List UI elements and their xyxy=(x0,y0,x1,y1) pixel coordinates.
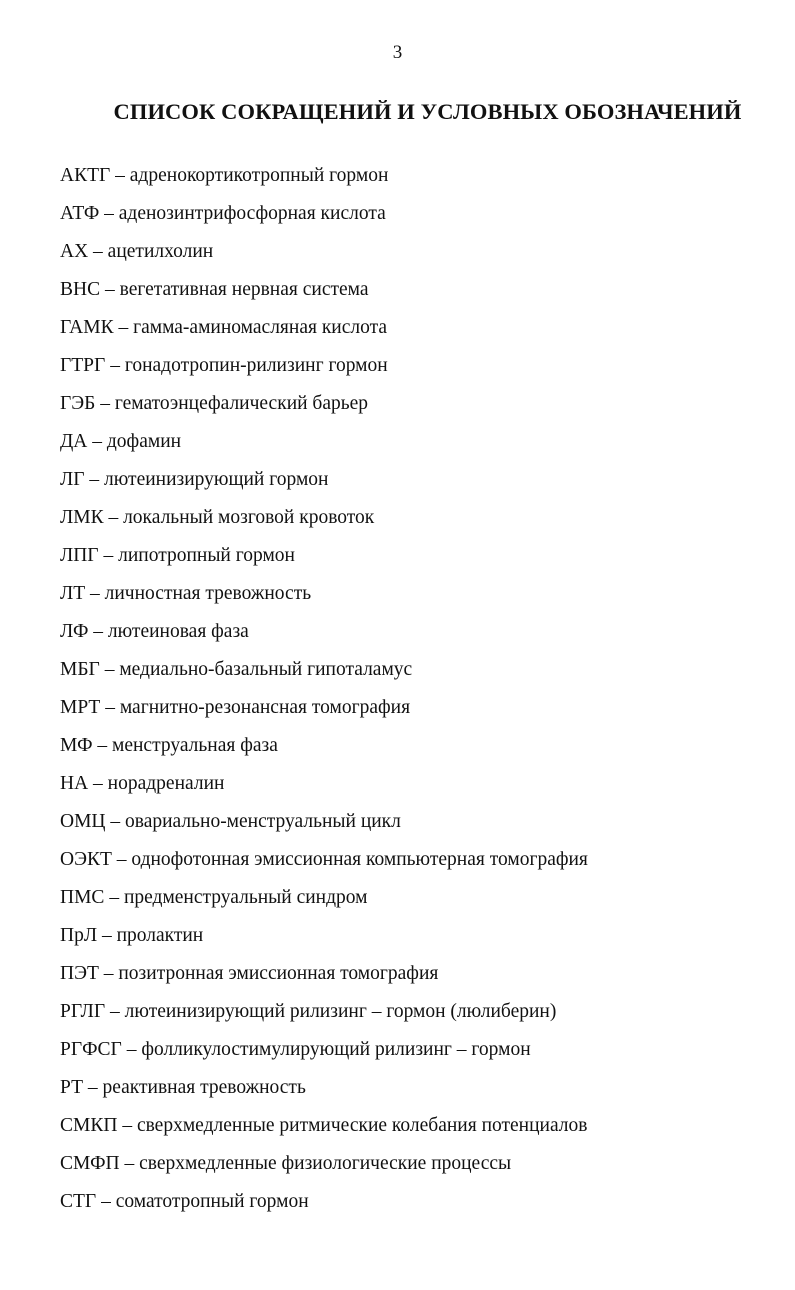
abbreviation-entry xyxy=(60,197,770,235)
abbreviation-term: РТ xyxy=(60,1077,83,1098)
abbreviation-definition: сверхмедленные физиологические процессы xyxy=(139,1153,512,1174)
abbreviation-separator: – xyxy=(104,887,124,908)
abbreviation-term: СТГ xyxy=(60,1191,97,1212)
abbreviation-separator: – xyxy=(113,317,134,338)
abbreviation-separator: – xyxy=(95,393,115,414)
abbreviation-term: СМФП xyxy=(60,1153,120,1174)
abbreviation-entry xyxy=(60,1185,770,1223)
abbreviation-entry xyxy=(60,425,770,463)
abbreviation-definition: гонадотропин-рилизинг гормон xyxy=(124,355,388,376)
abbreviation-entry xyxy=(60,539,770,577)
abbreviation-term: РГФСГ xyxy=(60,1039,122,1060)
abbreviation-term: ГТРГ xyxy=(60,355,106,376)
abbreviation-definition: ацетилхолин xyxy=(107,241,214,262)
abbreviation-entry xyxy=(60,1147,770,1185)
abbreviation-term: ОМЦ xyxy=(60,811,106,832)
abbreviation-term: ЛМК xyxy=(60,507,104,528)
abbreviation-term: ЛФ xyxy=(60,621,89,642)
abbreviation-entry xyxy=(60,501,770,539)
abbreviation-definition: магнитно-резонансная томография xyxy=(119,697,411,718)
abbreviation-separator: – xyxy=(103,507,124,528)
abbreviation-separator: – xyxy=(88,621,108,642)
abbreviation-definition: предменструальный синдром xyxy=(123,887,368,908)
abbreviation-entry xyxy=(60,881,770,919)
abbreviation-term: ГАМК xyxy=(60,317,114,338)
abbreviation-definition: овариально-менструальный цикл xyxy=(125,811,401,832)
abbreviation-term: АХ xyxy=(60,241,89,262)
abbreviation-term: ДА xyxy=(60,431,88,452)
abbreviation-entry xyxy=(60,159,770,197)
abbreviation-definition: однофотонная эмиссионная компьютерная томография xyxy=(131,849,588,870)
abbreviation-definition: липотропный гормон xyxy=(118,545,295,566)
abbreviation-definition: лютеинизирующий рилизинг – гормон (люлиберин) xyxy=(124,1001,557,1022)
abbreviation-term: ПЭТ xyxy=(60,963,99,984)
abbreviation-entry xyxy=(60,463,770,501)
abbreviation-separator: – xyxy=(119,1153,140,1174)
abbreviation-definition: гематоэнцефалический барьер xyxy=(114,393,369,414)
abbreviation-separator: – xyxy=(88,241,108,262)
page-number: 3 xyxy=(392,42,403,63)
abbreviation-definition: реактивная тревожность xyxy=(102,1077,306,1098)
abbreviation-definition: гамма-аминомасляная кислота xyxy=(133,317,388,338)
abbreviation-entry xyxy=(60,653,770,691)
abbreviation-separator: – xyxy=(105,355,125,376)
abbreviation-separator: – xyxy=(117,1115,137,1136)
abbreviation-entry xyxy=(60,805,770,843)
abbreviation-definition: менструальная фаза xyxy=(112,735,278,756)
abbreviation-entry xyxy=(60,843,770,881)
abbreviation-definition: личностная тревожность xyxy=(104,583,312,604)
abbreviation-separator: – xyxy=(105,1001,125,1022)
abbreviation-term: СМКП xyxy=(60,1115,118,1136)
abbreviation-separator: – xyxy=(96,1191,116,1212)
abbreviation-separator: – xyxy=(84,469,104,490)
abbreviation-entry xyxy=(60,691,770,729)
page-title: СПИСОК СОКРАЩЕНИЙ И УСЛОВНЫХ ОБОЗНАЧЕНИЙ xyxy=(113,99,742,124)
abbreviation-entry xyxy=(60,311,770,349)
abbreviation-entry xyxy=(60,235,770,273)
abbreviation-definition: пролактин xyxy=(116,925,204,946)
abbreviation-entry xyxy=(60,273,770,311)
abbreviation-separator: – xyxy=(92,735,112,756)
abbreviation-entry xyxy=(60,995,770,1033)
abbreviation-entry xyxy=(60,1071,770,1109)
abbreviation-term: ВНС xyxy=(60,279,101,300)
abbreviation-separator: – xyxy=(105,811,126,832)
abbreviation-separator: – xyxy=(99,203,119,224)
abbreviation-entry xyxy=(60,1109,770,1147)
abbreviation-term: ЛПГ xyxy=(60,545,99,566)
abbreviation-entry xyxy=(60,729,770,767)
abbreviation-definition: вегетативная нервная система xyxy=(119,279,369,300)
abbreviation-separator: – xyxy=(88,773,108,794)
abbreviation-definition: аденозинтрифосфорная кислота xyxy=(118,203,386,224)
abbreviation-term: ГЭБ xyxy=(60,393,96,414)
abbreviation-list xyxy=(60,159,770,1223)
abbreviation-term: ЛГ xyxy=(60,469,85,490)
abbreviation-separator: – xyxy=(87,431,107,452)
abbreviation-entry xyxy=(60,1033,770,1071)
abbreviation-definition: соматотропный гормон xyxy=(115,1191,309,1212)
abbreviation-definition: медиально-базальный гипоталамус xyxy=(119,659,413,680)
abbreviation-separator: – xyxy=(121,1039,142,1060)
abbreviation-separator: – xyxy=(83,1077,103,1098)
abbreviation-definition: локальный мозговой кровоток xyxy=(123,507,375,528)
abbreviation-entry xyxy=(60,577,770,615)
abbreviation-term: НА xyxy=(60,773,89,794)
abbreviation-definition: лютеинизирующий гормон xyxy=(104,469,329,490)
abbreviation-entry xyxy=(60,957,770,995)
abbreviation-separator: – xyxy=(98,545,119,566)
abbreviation-separator: – xyxy=(85,583,105,604)
abbreviation-definition: фолликулостимулирующий рилизинг – гормон xyxy=(141,1039,531,1060)
abbreviation-entry xyxy=(60,767,770,805)
abbreviation-term: АТФ xyxy=(60,203,100,224)
abbreviation-separator: – xyxy=(97,925,117,946)
abbreviation-term: ОЭКТ xyxy=(60,849,112,870)
abbreviation-definition: норадреналин xyxy=(107,773,225,794)
abbreviation-definition: лютеиновая фаза xyxy=(107,621,249,642)
abbreviation-term: МБГ xyxy=(60,659,100,680)
abbreviation-term: АКТГ xyxy=(60,165,111,186)
abbreviation-term: МРТ xyxy=(60,697,101,718)
abbreviation-entry xyxy=(60,919,770,957)
abbreviation-entry xyxy=(60,387,770,425)
abbreviation-definition: адренокортикотропный гормон xyxy=(129,165,389,186)
abbreviation-separator: – xyxy=(111,849,132,870)
abbreviation-term: ПМС xyxy=(60,887,105,908)
abbreviation-term: ПрЛ xyxy=(60,925,98,946)
abbreviation-definition: сверхмедленные ритмические колебания потенциалов xyxy=(136,1115,588,1136)
abbreviation-separator: – xyxy=(98,963,119,984)
abbreviation-entry xyxy=(60,349,770,387)
abbreviation-definition: дофамин xyxy=(106,431,182,452)
abbreviation-separator: – xyxy=(100,279,120,300)
abbreviation-term: МФ xyxy=(60,735,93,756)
abbreviation-term: ЛТ xyxy=(60,583,86,604)
abbreviation-entry xyxy=(60,615,770,653)
abbreviation-separator: – xyxy=(110,165,130,186)
abbreviation-definition: позитронная эмиссионная томография xyxy=(118,963,439,984)
abbreviation-separator: – xyxy=(100,697,120,718)
abbreviation-term: РГЛГ xyxy=(60,1001,106,1022)
abbreviation-separator: – xyxy=(99,659,120,680)
